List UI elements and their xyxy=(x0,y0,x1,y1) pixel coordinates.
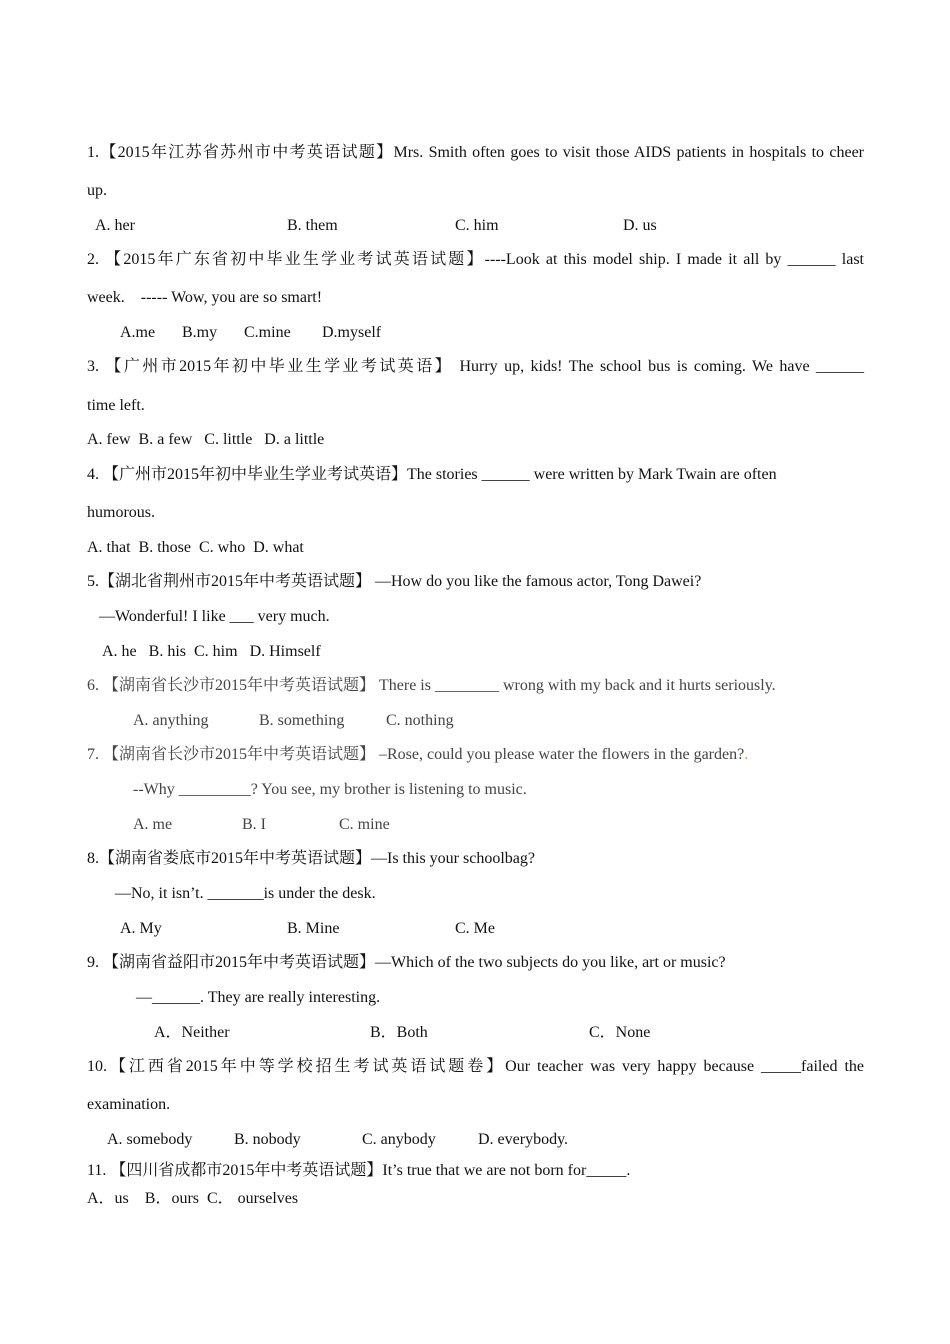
question-3-text-cont: time left. xyxy=(87,397,145,414)
question-2-option-c: C.mine xyxy=(244,324,291,341)
question-5-text: 5.【湖北省荆州市2015年中考英语试题】 —How do you like the famous actor, Tong Dawei? xyxy=(87,573,702,590)
question-7-text-body: 7. 【湖南省长沙市2015年中考英语试题】 –Rose, could you please water the flowers in the garden? xyxy=(87,746,745,763)
question-2-option-d: D.myself xyxy=(322,324,382,341)
question-9-text-cont: —______. They are really interesting. xyxy=(136,989,381,1006)
question-8-text: 8.【湖南省娄底市2015年中考英语试题】—Is this your schoolbag? xyxy=(87,850,535,867)
question-7-option-b: B. I xyxy=(242,816,266,833)
question-10-text: 10.【江西省2015年中等学校招生考试英语试题卷】Our teacher was very happy because _____failed the xyxy=(87,1058,864,1075)
question-9-option-c: C．None xyxy=(589,1024,651,1041)
question-10-text-cont: examination. xyxy=(87,1096,171,1113)
question-10-option-b: B. nobody xyxy=(234,1131,301,1148)
question-11-text: 11. 【四川省成都市2015年中考英语试题】It’s true that we are not born for_____. xyxy=(87,1162,631,1179)
question-7-option-c: C. mine xyxy=(339,816,390,833)
question-7-text-cont: --Why _________? You see, my brother is listening to music. xyxy=(133,781,527,798)
question-4-text: 4. 【广州市2015年初中毕业生学业考试英语】The stories ______ were written by Mark Twain are often xyxy=(87,466,777,483)
question-4-options: A. that B. those C. who D. what xyxy=(87,539,304,556)
question-8-text-cont: —No, it isn’t. _______is under the desk. xyxy=(115,885,376,902)
question-8-option-c: C. Me xyxy=(455,920,495,937)
question-5-text-cont: —Wonderful! I like ___ very much. xyxy=(99,608,330,625)
question-6-option-a: A. anything xyxy=(133,712,209,729)
question-6-option-c: C. nothing xyxy=(386,712,454,729)
question-1-text-cont: up. xyxy=(87,182,107,199)
question-3-options: A. few B. a few C. little D. a little xyxy=(87,431,325,448)
question-7-text xyxy=(87,745,748,765)
question-7-option-a: A. me xyxy=(133,816,173,833)
question-8-option-a: A. My xyxy=(120,920,162,937)
question-4-text-cont: humorous. xyxy=(87,504,155,521)
question-6-option-b: B. something xyxy=(259,712,345,729)
question-2-option-b: B.my xyxy=(182,324,218,341)
question-10-option-d: D. everybody. xyxy=(478,1131,569,1148)
question-6-text: 6. 【湖南省长沙市2015年中考英语试题】 There is ________ wrong with my back and it hurts seriously. xyxy=(87,677,776,694)
question-1-option-c: C. him xyxy=(455,217,499,234)
question-10-option-a: A. somebody xyxy=(107,1131,193,1148)
question-9-text: 9. 【湖南省益阳市2015年中考英语试题】—Which of the two subjects do you like, art or music? xyxy=(87,954,726,971)
question-2-text: 2. 【2015年广东省初中毕业生学业考试英语试题】----Look at this model ship. I made it all by ______ last xyxy=(87,251,864,268)
question-1-option-d: D. us xyxy=(623,217,657,234)
question-1-option-b: B. them xyxy=(287,217,338,234)
question-11-options: A．us B．ours C． ourselves xyxy=(87,1190,299,1207)
question-8-option-b: B. Mine xyxy=(287,920,340,937)
question-7-trailing-dot: . xyxy=(744,746,749,763)
question-1-option-a: A. her xyxy=(95,217,135,234)
question-1-text: 1.【2015年江苏省苏州市中考英语试题】Mrs. Smith often goes to visit those AIDS patients in hospitals to cheer xyxy=(87,144,864,161)
question-9-option-a: A．Neither xyxy=(154,1024,230,1041)
question-2-text-cont: week. ----- Wow, you are so smart! xyxy=(87,289,323,306)
question-5-options: A. he B. his C. him D. Himself xyxy=(102,643,321,660)
question-10-option-c: C. anybody xyxy=(362,1131,436,1148)
question-2-option-a: A.me xyxy=(120,324,156,341)
question-3-text: 3. 【广州市2015年初中毕业生学业考试英语】 Hurry up, kids! The school bus is coming. We have ______ xyxy=(87,358,864,375)
question-9-option-b: B．Both xyxy=(370,1024,428,1041)
